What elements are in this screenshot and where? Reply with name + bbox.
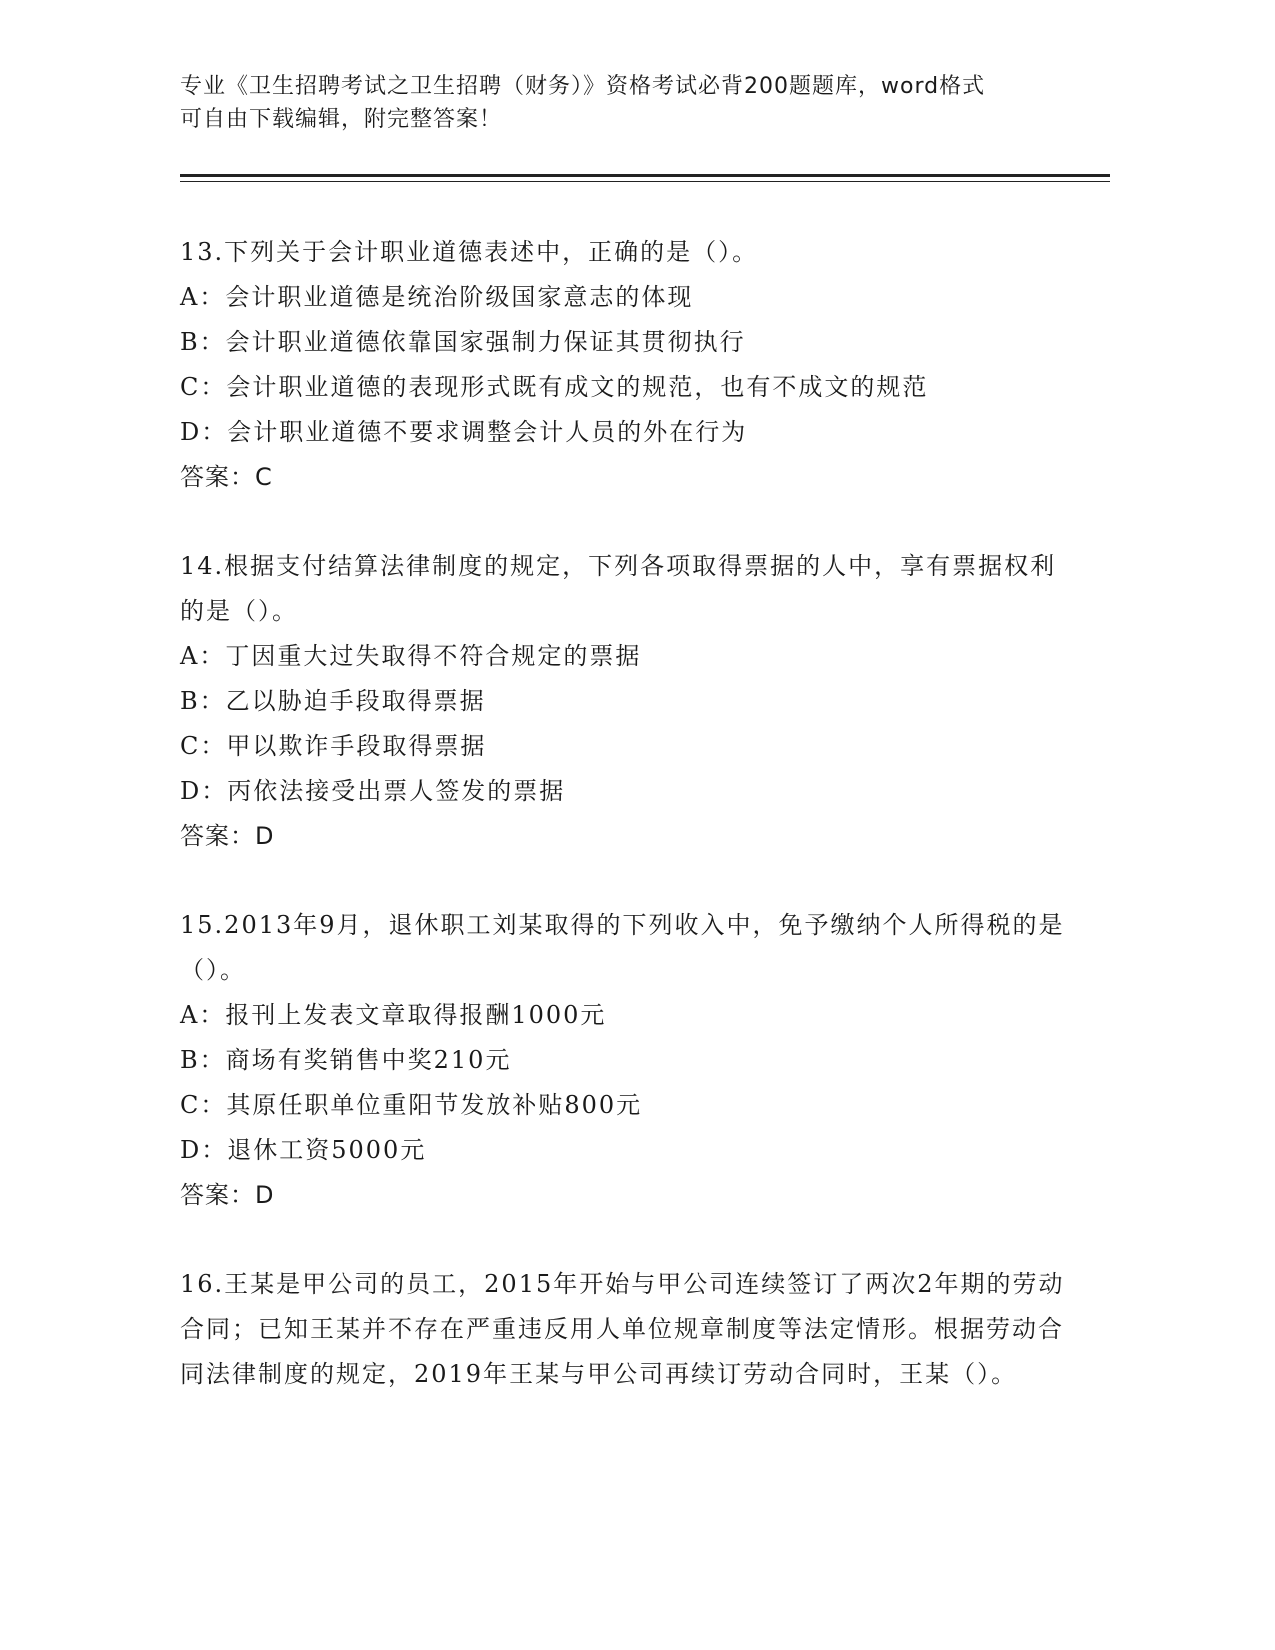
option-d: D：丙依法接受出票人签发的票据 (180, 777, 566, 805)
option-a: A：会计职业道德是统治阶级国家意志的体现 (180, 283, 694, 311)
header-line-1: 专业《卫生招聘考试之卫生招聘（财务）》资格考试必背200题题库，word格式 (180, 74, 986, 99)
question-stem: 15.2013年9月，退休职工刘某取得的下列收入中，免予缴纳个人所得税的是（）。 (180, 911, 1065, 984)
question-16 (180, 1262, 1080, 1397)
document-header (180, 70, 1060, 136)
header-divider-thin (180, 181, 1110, 182)
option-c: C：其原任职单位重阳节发放补贴800元 (180, 1091, 643, 1119)
question-stem: 13.下列关于会计职业道德表述中，正确的是（）。 (180, 238, 759, 266)
question-stem: 14.根据支付结算法律制度的规定，下列各项取得票据的人中，享有票据权利的是（）。 (180, 552, 1057, 625)
option-b: B：商场有奖销售中奖210元 (180, 1046, 512, 1074)
answer: 答案：D (180, 1181, 275, 1209)
option-a: A：报刊上发表文章取得报酬1000元 (180, 1001, 607, 1029)
header-divider-thick (180, 174, 1110, 177)
question-15 (180, 903, 1080, 1218)
option-c: C：会计职业道德的表现形式既有成文的规范，也有不成文的规范 (180, 373, 929, 401)
answer: 答案：D (180, 822, 275, 850)
header-line-2: 可自由下载编辑，附完整答案！ (180, 107, 503, 132)
answer: 答案：C (180, 463, 273, 491)
option-a: A：丁因重大过失取得不符合规定的票据 (180, 642, 642, 670)
question-list (180, 230, 1080, 1441)
option-c: C：甲以欺诈手段取得票据 (180, 732, 487, 760)
option-d: D：退休工资5000元 (180, 1136, 427, 1164)
option-b: B：会计职业道德依靠国家强制力保证其贯彻执行 (180, 328, 746, 356)
question-13 (180, 230, 1080, 500)
option-b: B：乙以胁迫手段取得票据 (180, 687, 486, 715)
question-14 (180, 544, 1080, 859)
option-d: D：会计职业道德不要求调整会计人员的外在行为 (180, 418, 748, 446)
question-stem: 16.王某是甲公司的员工，2015年开始与甲公司连续签订了两次2年期的劳动合同；已知王某并不存在严重违反用人单位规章制度等法定情形。根据劳动合同法律制度的规定，2019年王某与甲公司再续订劳动合同时，王某（）。 (180, 1270, 1065, 1388)
